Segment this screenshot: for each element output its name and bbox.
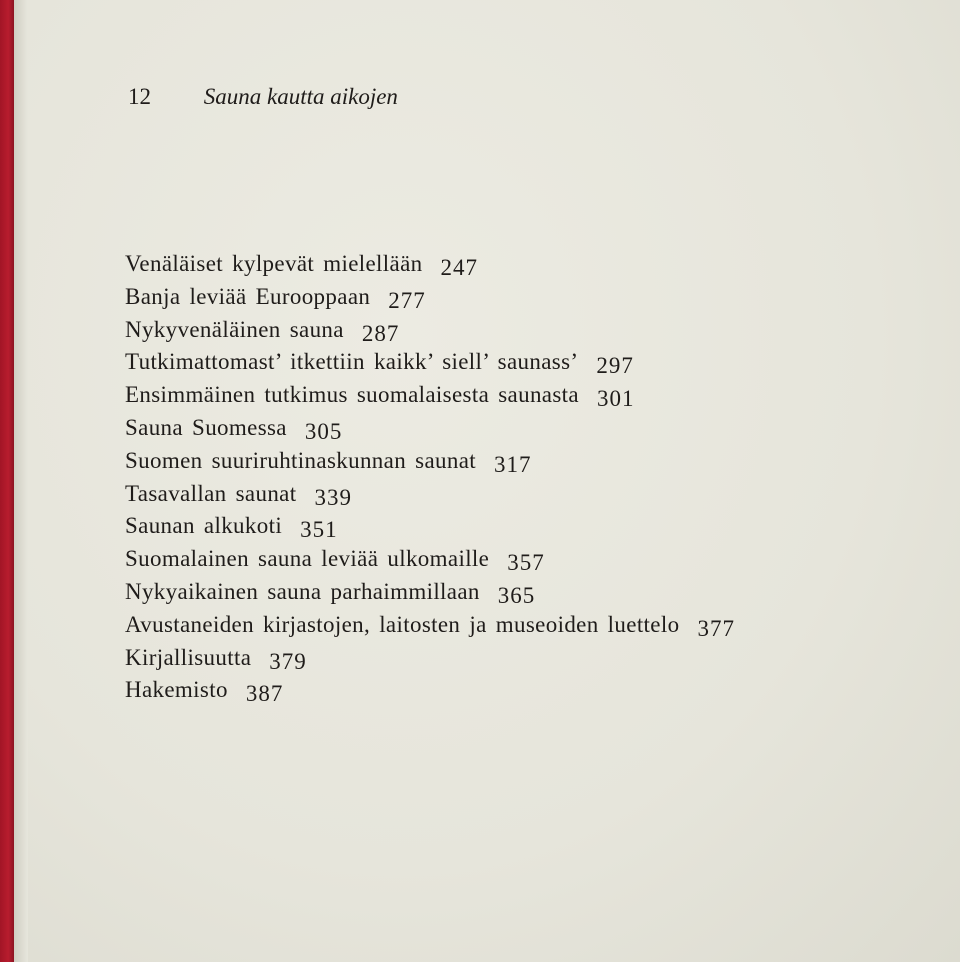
toc-entry (125, 543, 945, 576)
toc-entry-page: 317 (494, 451, 532, 477)
toc-entry-page: 305 (304, 418, 343, 444)
toc-entry-page: 247 (440, 255, 478, 280)
book-title: Sauna kautta aikojen (203, 84, 398, 109)
book-cover-edge (0, 0, 14, 962)
toc-entry (125, 609, 945, 642)
toc-entry (125, 674, 945, 707)
toc-entry (125, 445, 945, 478)
toc-entry (125, 576, 945, 609)
toc-entry (125, 412, 945, 445)
page-gutter (14, 0, 28, 962)
table-of-contents (125, 248, 945, 707)
toc-entry-title: Banja leviää Eurooppaan (125, 283, 371, 309)
toc-entry-page: 387 (245, 681, 284, 707)
toc-entry-title: Avustaneiden kirjastojen, laitosten ja museoiden luettelo (125, 611, 680, 637)
toc-entry-page: 357 (507, 550, 545, 576)
toc-entry (125, 281, 945, 314)
toc-entry-title: Tutkimattomast’ itkettiin kaikk’ siell’ saunass’ (125, 349, 579, 375)
toc-entry-title: Nykyaikainen sauna parhaimmillaan (125, 578, 480, 604)
toc-entry-title: Venäläiset kylpevät mielellään (125, 251, 423, 276)
toc-entry-page: 339 (314, 484, 352, 510)
toc-entry-title: Ensimmäinen tutkimus suomalaisesta saunasta (125, 382, 579, 408)
toc-entry (125, 478, 945, 511)
toc-entry-page: 351 (300, 517, 338, 543)
toc-entry-title: Suomen suuriruhtinaskunnan saunat (125, 447, 477, 473)
toc-entry-title: Kirjallisuutta (125, 644, 252, 670)
toc-entry (125, 642, 945, 675)
toc-entry (125, 314, 945, 347)
toc-entry-page: 277 (388, 287, 426, 313)
toc-entry-title: Saunan alkukoti (125, 513, 283, 539)
toc-entry (125, 510, 945, 543)
toc-entry-page: 287 (361, 320, 400, 346)
toc-entry-title: Nykyvenäläinen sauna (125, 316, 344, 342)
toc-entry-page: 297 (596, 353, 634, 379)
toc-entry-title: Sauna Suomessa (125, 414, 287, 440)
toc-entry (125, 379, 945, 412)
toc-entry-page: 379 (269, 648, 307, 674)
toc-entry (125, 248, 945, 281)
toc-entry-page: 377 (697, 615, 735, 641)
toc-entry (125, 346, 945, 379)
toc-entry-page: 301 (596, 386, 635, 412)
toc-entry-title: Hakemisto (125, 677, 228, 703)
toc-entry-title: Suomalainen sauna leviää ulkomaille (125, 546, 490, 572)
page-number: 12 (128, 84, 151, 109)
toc-entry-page: 365 (497, 582, 536, 608)
toc-entry-title: Tasavallan saunat (125, 480, 297, 506)
running-head (128, 82, 398, 112)
